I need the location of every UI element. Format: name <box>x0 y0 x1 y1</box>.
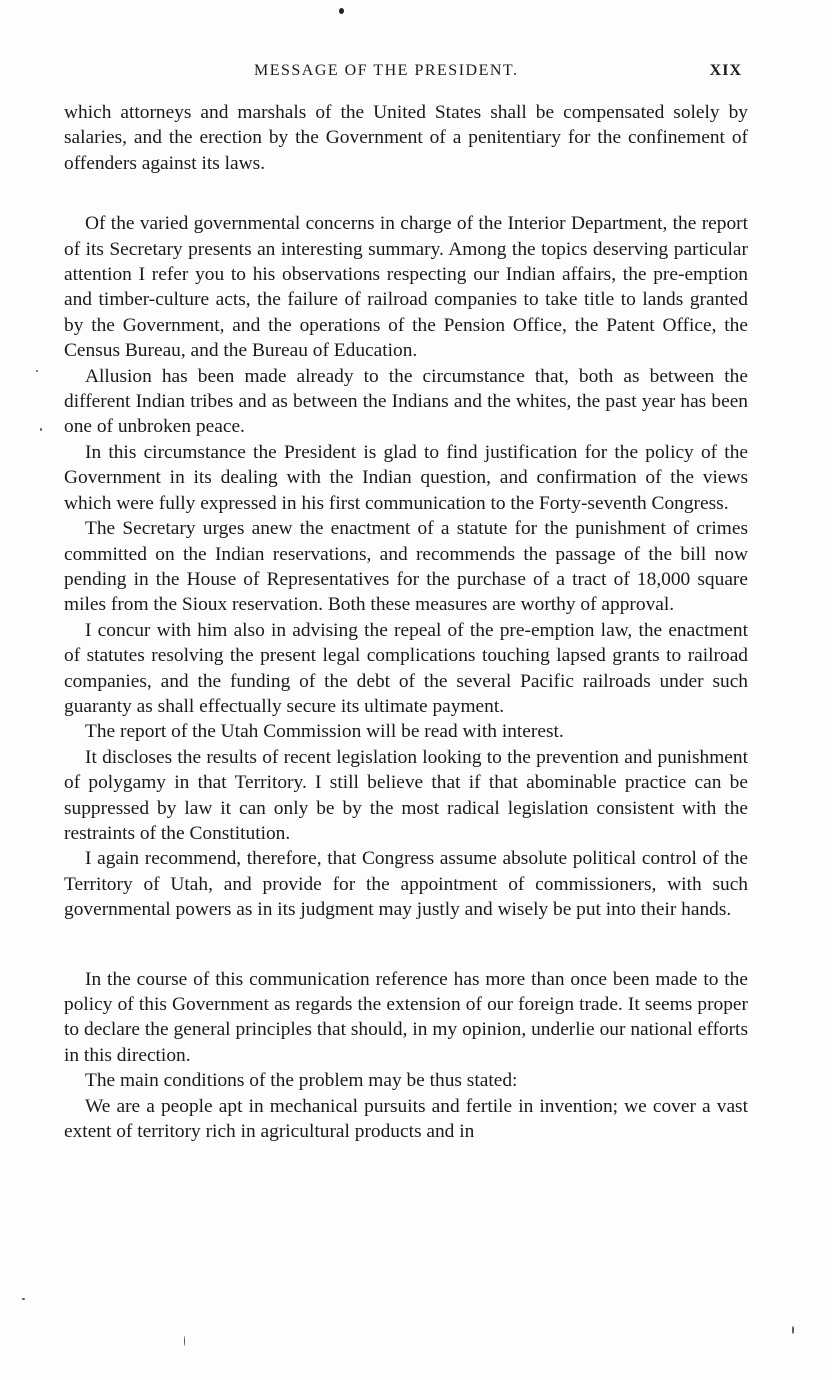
paragraph-indian-policy: In this circumstance the President is glad to find justification for the policy of the Government in its dealing with the Indian question, and confirmation of the views which were fully expressed in his first communication to the Forty-seventh Congress. <box>64 441 748 514</box>
paragraph-polygamy: It discloses the results of recent legislation looking to the prevention and punishment of polygamy in that Territory. I still believe that if that abominable practice can be suppressed by law it can only be by the most radical legislation consistent with the restraints of the Constitution. <box>64 746 748 844</box>
paragraph-interior-department: Of the varied governmental concerns in charge of the Interior Department, the report of its Secretary presents an interesting summary. Among the topics deserving particular attention I refer you to his observations respecting our Indian affairs, the pre-emption and timber-culture acts, the failure of railroad companies to take title to lands granted by the Government, and the operations of the Pension Office, the Patent Office, the Census Bureau, and the Bureau of Education. <box>64 213 748 362</box>
paragraph-utah-report: The report of the Utah Commission will be read with interest. <box>85 721 564 743</box>
page-number: XIX <box>709 62 742 79</box>
body-text <box>64 100 748 1144</box>
print-speck <box>339 8 344 14</box>
paragraph-people-apt: We are a people apt in mechanical pursuits and fertile in invention; we cover a vast extent of territory rich in agricultural products and in <box>64 1095 748 1143</box>
running-header <box>64 62 752 84</box>
section-break <box>64 923 748 967</box>
paragraph-continuation: which attorneys and marshals of the United States shall be compensated solely by salaries, and the erection by the Government of a penitentiary for the confinement of offenders against its laws. <box>64 102 748 174</box>
paragraph-indian-peace: Allusion has been made already to the circumstance that, both as between the different Indian tribes and as between the Indians and the whites, the past year has been one of unbroken peace. <box>64 365 748 438</box>
running-title: MESSAGE OF THE PRESIDENT. <box>254 62 519 79</box>
paragraph-foreign-trade: In the course of this communication reference has more than once been made to the policy of this Government as regards the extension of our foreign trade. It seems proper to declare the general principles that should, in my opinion, underlie our national efforts in this direction. <box>64 968 748 1066</box>
section-break <box>64 176 748 211</box>
paragraph-reservation-crimes: The Secretary urges anew the enactment of a statute for the punishment of crimes committed on the Indian reservations, and recommends the passage of the bill now pending in the House of Representatives for the purchase of a tract of 18,000 square miles from the Sioux reservation. Both these measures are worthy of approval. <box>64 518 748 616</box>
paragraph-utah-control: I again recommend, therefore, that Congress assume absolute political control of the Territory of Utah, and provide for the appointment of commissioners, with such governmental powers as in its judgment may justly and wisely be put into their hands. <box>64 848 748 921</box>
paragraph-pre-emption: I concur with him also in advising the repeal of the pre-emption law, the enactment of statutes resolving the present legal complications touching lapsed grants to railroad companies, and the funding of the debt of the several Pacific railroads under such guaranty as shall effectually secure its ultimate payment. <box>64 619 748 717</box>
paragraph-main-conditions: The main conditions of the problem may be thus stated: <box>85 1070 518 1092</box>
